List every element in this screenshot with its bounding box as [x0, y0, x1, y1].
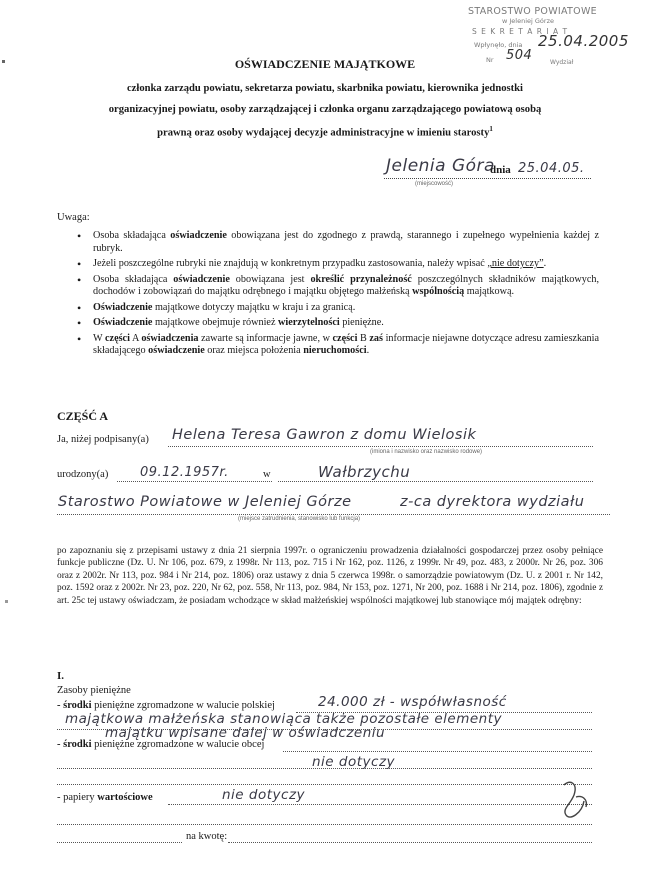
stamp-received-date: 25.04.2005: [538, 32, 629, 50]
notes-list: [73, 230, 599, 361]
securities-label: - papiery wartościowe: [57, 792, 153, 803]
registry-stamp: [466, 4, 646, 86]
note-item: • Oświadczenie majątkowe obejmuje również wierzytelności pieniężne.: [73, 317, 599, 330]
title-line-2: organizacyjnej powiatu, osoby zarządzającej i członka organu zarządzającego powiatową osobą: [108, 104, 542, 115]
stamp-attachment-label: Wydział: [550, 59, 574, 66]
amount-line: [57, 842, 182, 843]
stamp-dept: S E K R E T A R I A T: [472, 27, 569, 36]
note-item: • Osoba składająca oświadczenie obowiązana jest do zgodnego z prawdą, starannego i zupełnego wypełnienia każdej z rubryk.: [73, 230, 599, 255]
employer-field: Starostwo Powiatowe w Jeleniej Górze: [58, 494, 352, 510]
notes-label: Uwaga:: [57, 212, 90, 223]
initials-signature-icon: [556, 775, 596, 825]
foreign-line-1: [283, 751, 592, 752]
stamp-city: w Jeleniej Górze: [502, 17, 554, 25]
foreign-value: nie dotyczy: [312, 754, 396, 770]
date-field: 25.04.05.: [518, 161, 585, 176]
title-line-3: [0, 125, 650, 139]
amount-label: na kwotę:: [186, 831, 228, 842]
pln-value-line-3: majątku wpisane dalej w oświadczeniu: [105, 725, 386, 741]
securities-line-1: [168, 804, 592, 805]
pln-label: - środki pieniężne zgromadzone w walucie polskiej: [57, 700, 275, 711]
position-field: z-ca dyrektora wydziału: [400, 494, 585, 510]
place-field: Jelenia Góra: [386, 156, 495, 176]
name-field: Helena Teresa Gawron z domu Wielosik: [172, 427, 477, 443]
stamp-no-value: 504: [506, 48, 533, 63]
foreign-line-3: [57, 784, 592, 785]
note-item: • Jeżeli poszczególne rubryki nie znajdują w konkretnym przypadku zastosowania, należy wpisać „nie dotyczy”.: [73, 258, 599, 271]
scan-mark: [2, 60, 5, 63]
note-item: • W części A oświadczenia zawarte są informacje jawne, w części B zaś informacje niejawne dotyczące adresu zamieszkania składającego oświadczenie oraz miejsca położenia nieruchomości.: [73, 333, 599, 358]
born-in-label: w: [263, 469, 271, 480]
place-caption: (miejscowość): [415, 181, 454, 187]
stamp-received-label: Wpłynęło, dnia: [474, 41, 523, 49]
date-underline: [384, 178, 591, 179]
note-item: • Osoba składająca oświadczenie obowiązana jest określić przynależność poszczególnych składników majątkowych, dochodów i zobowiązań do majątku odrębnego i majątku objętego małżeńską wspólnością majątkową.: [73, 274, 599, 299]
declarant-label: Ja, niżej podpisany(a): [57, 434, 149, 445]
employer-caption: (miejsce zatrudnienia, stanowisko lub funkcja): [238, 516, 361, 522]
born-date-field: 09.12.1957r.: [140, 465, 229, 480]
scan-mark: [5, 600, 8, 603]
date-label: dnia: [490, 164, 511, 176]
born-place-field: Wałbrzychu: [318, 463, 411, 481]
legal-text: po zapoznaniu się z przepisami ustawy z dnia 21 sierpnia 1997r. o ograniczeniu prowadzenia działalności gospodarczej przez osoby pełniące funkcje publiczne (Dz. U. Nr 106, poz. 679, z 1998r. Nr 113, poz. 715 i Nr 162, poz. 1126, z 1999r. Nr 49, poz. 483, z 2000r. Nr 26, poz. 306 oraz z 2002r. Nr 113, poz. 984 i Nr 214, poz. 1806) oraz ustawy z dnia 5 czerwca 1998r. o samorządzie powiatowym (Dz. U. z 2001 r. Nr 142, poz. 1592 oraz z 2002r. Nr 23, poz. 220, Nr 62, poz. 558, Nr 113, poz. 984, Nr 153, poz. 1271, Nr 200, poz. 1688 i Nr 214, poz. 1806), zgodnie z art. 25c tej ustawy oświadczam, że posiadam wchodzące w skład małżeńskiej wspólności majątkowej lub stanowiące mój majątek odrębny:: [57, 546, 603, 606]
stamp-office: STAROSTWO POWIATOWE: [468, 6, 597, 17]
name-caption: (imiona i nazwisko oraz nazwisko rodowe): [370, 449, 483, 455]
securities-value: nie dotyczy: [222, 787, 306, 803]
note-item: • Oświadczenie majątkowe dotyczy majątku w kraju i za granicą.: [73, 302, 599, 315]
foreign-label: - środki pieniężne zgromadzone w walucie obcej: [57, 739, 265, 750]
securities-line-2: [57, 824, 592, 825]
stamp-no-label: Nr: [486, 56, 494, 64]
pln-value-line-2: majątkowa małżeńska stanowiąca także pozostałe elementy: [65, 711, 503, 727]
born-label: urodzony(a): [57, 469, 109, 480]
name-line: [168, 446, 593, 447]
amount-value-line: [228, 842, 592, 843]
title-line-1: członka zarządu powiatu, sekretarza powiatu, skarbnika powiatu, kierownika jednostki: [126, 83, 524, 94]
born-place-line: [278, 481, 593, 482]
footnote-mark: 1: [489, 125, 493, 133]
pln-value: 24.000 zł - współwłasność: [318, 694, 507, 710]
title-line-3-text: prawną oraz osoby wydającej decyzje administracyjne w imieniu starosty: [157, 127, 490, 139]
section-number: I.: [57, 670, 65, 682]
born-date-line: [117, 481, 272, 482]
document-title: OŚWIADCZENIE MAJĄTKOWE: [234, 57, 416, 71]
part-a-title: CZĘŚĆ A: [57, 409, 109, 423]
employer-line: [57, 514, 610, 515]
section-heading: Zasoby pieniężne: [57, 685, 131, 696]
